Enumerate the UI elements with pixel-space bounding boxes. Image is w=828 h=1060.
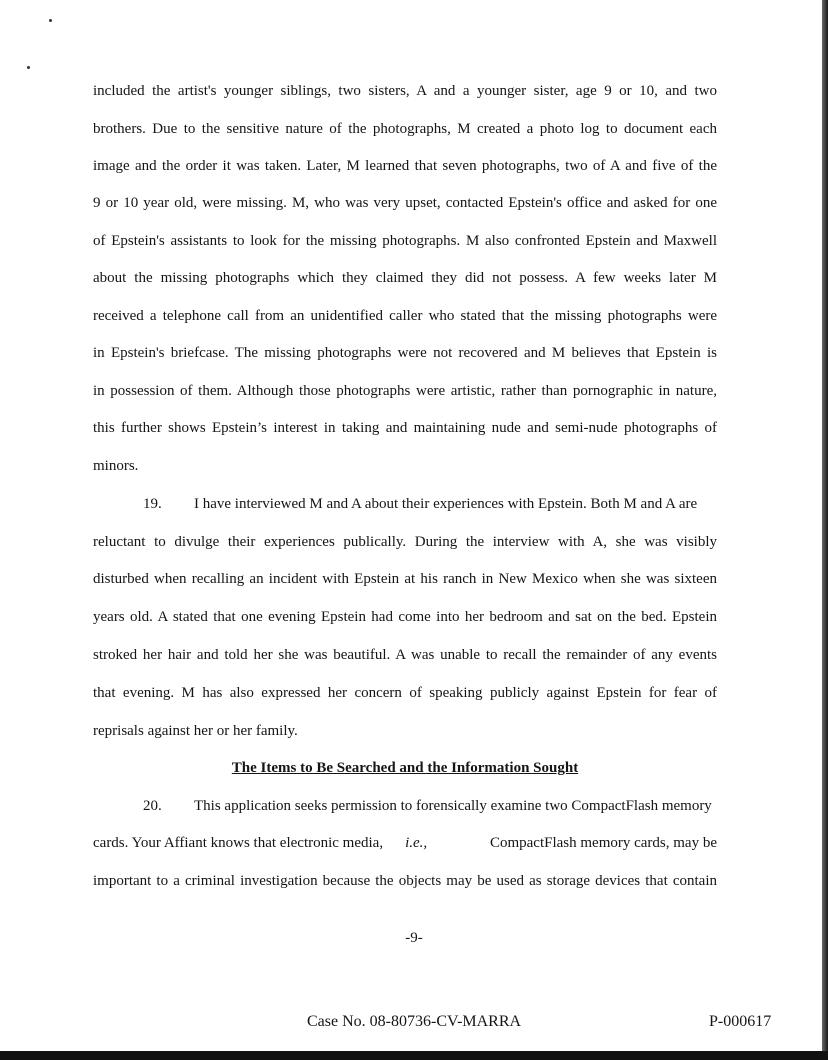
body-line: important to a criminal investigation because the objects may be used as storage devices that contain: [93, 873, 717, 889]
paragraph-text: cards. Your Affiant knows that electronic media,: [93, 835, 384, 851]
body-line: in Epstein's briefcase. The missing photographs were not recovered and M believes that Epstein is: [93, 345, 717, 361]
body-line: disturbed when recalling an incident with Epstein at his ranch in New Mexico when she was sixteen: [93, 571, 717, 587]
body-line: received a telephone call from an unidentified caller who stated that the missing photographs were: [93, 308, 717, 324]
body-line: years old. A stated that one evening Epstein had come into her bedroom and sat on the bed. Epstein: [93, 609, 717, 625]
body-line: of Epstein's assistants to look for the missing photographs. M also confronted Epstein and Maxwell: [93, 233, 717, 249]
paragraph-number: 19.: [143, 496, 162, 512]
scan-speck: [27, 66, 30, 69]
scan-speck: [49, 19, 52, 22]
paragraph-number: 20.: [143, 798, 162, 814]
body-line: reluctant to divulge their experiences publically. During the interview with A, she was visibly: [93, 534, 717, 550]
body-line: brothers. Due to the sensitive nature of the photographs, M created a photo log to document each: [93, 121, 717, 137]
body-line: stroked her hair and told her she was beautiful. A was unable to recall the remainder of any events: [93, 647, 717, 663]
body-line: this further shows Epstein’s interest in taking and maintaining nude and semi-nude photographs of: [93, 420, 717, 436]
body-line: reprisals against her or her family.: [93, 723, 298, 739]
paragraph-text: I have interviewed M and A about their experiences with Epstein. Both M and A are: [194, 496, 698, 512]
paragraph-19-first-line: [93, 495, 717, 513]
paragraph-20-line-2: [93, 834, 717, 852]
scan-border-bottom: [0, 1051, 828, 1060]
latin-abbrev: i.e.,: [405, 835, 428, 851]
bates-number: P-000617: [709, 1013, 772, 1030]
paragraph-text: CompactFlash memory cards, may be: [489, 835, 717, 851]
paragraph-20-first-line: [93, 797, 717, 815]
body-line: included the artist's younger siblings, two sisters, A and a younger sister, age 9 or 10, and two: [93, 83, 717, 99]
paragraph-text: This application seeks permission to forensically examine two CompactFlash memory: [194, 798, 712, 814]
section-heading: The Items to Be Searched and the Information Sought: [231, 760, 579, 776]
body-line: that evening. M has also expressed her concern of speaking publicly against Epstein for fear of: [93, 685, 717, 701]
body-line: image and the order it was taken. Later, M learned that seven photographs, two of A and five of the: [93, 158, 717, 174]
body-line: 9 or 10 year old, were missing. M, who was very upset, contacted Epstein's office and asked for one: [93, 195, 717, 211]
body-line: minors.: [93, 458, 139, 474]
body-line: in possession of them. Although those photographs were artistic, rather than pornographic in nature,: [93, 383, 717, 399]
body-line: about the missing photographs which they claimed they did not possess. A few weeks later M: [93, 270, 717, 286]
scan-border-right: [822, 0, 828, 1060]
case-number: Case No. 08-80736-CV-MARRA: [307, 1013, 522, 1030]
page-number: -9-: [405, 930, 423, 946]
